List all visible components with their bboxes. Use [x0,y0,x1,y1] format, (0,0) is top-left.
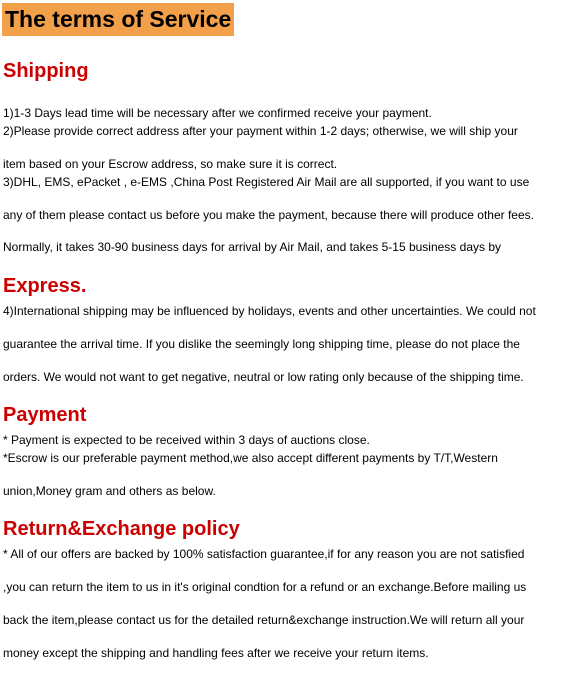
payment-line: union,Money gram and others as below. [3,484,216,498]
shipping-heading: Shipping [3,60,89,82]
payment-line: * Payment is expected to be received within 3 days of auctions close. [3,433,370,447]
shipping-line: Normally, it takes 30-90 business days for arrival by Air Mail, and takes 5-15 business days by [3,240,501,254]
express-heading: Express. [3,275,87,297]
express-line: 4)International shipping may be influenced by holidays, events and other uncertainties. We could not [3,304,536,318]
shipping-line: any of them please contact us before you make the payment, because there will produce other fees. [3,208,534,222]
return-exchange-heading: Return&Exchange policy [3,518,240,540]
return-exchange-line: ,you can return the item to us in it's original condtion for a refund or an exchange.Before mailing us [3,580,527,594]
shipping-line: 1)1-3 Days lead time will be necessary after we confirmed receive your payment. [3,106,432,120]
shipping-line: 3)DHL, EMS, ePacket , e-EMS ,China Post Registered Air Mail are all supported, if you want to use [3,175,530,189]
shipping-line: item based on your Escrow address, so make sure it is correct. [3,157,338,171]
return-exchange-line: * All of our offers are backed by 100% satisfaction guarantee,if for any reason you are not satisfied [3,547,525,561]
express-line: guarantee the arrival time. If you dislike the seemingly long shipping time, please do not place the [3,337,520,351]
express-line: orders. We would not want to get negative, neutral or low rating only because of the shipping time. [3,370,524,384]
page-title: The terms of Service [2,3,234,36]
payment-heading: Payment [3,404,87,426]
return-exchange-line: money except the shipping and handling fees after we receive your return items. [3,646,429,660]
return-exchange-line: back the item,please contact us for the detailed return&exchange instruction.We will return all your [3,613,525,627]
shipping-line: 2)Please provide correct address after your payment within 1-2 days; otherwise, we will ship your [3,124,518,138]
payment-line: *Escrow is our preferable payment method,we also accept different payments by T/T,Western [3,451,498,465]
